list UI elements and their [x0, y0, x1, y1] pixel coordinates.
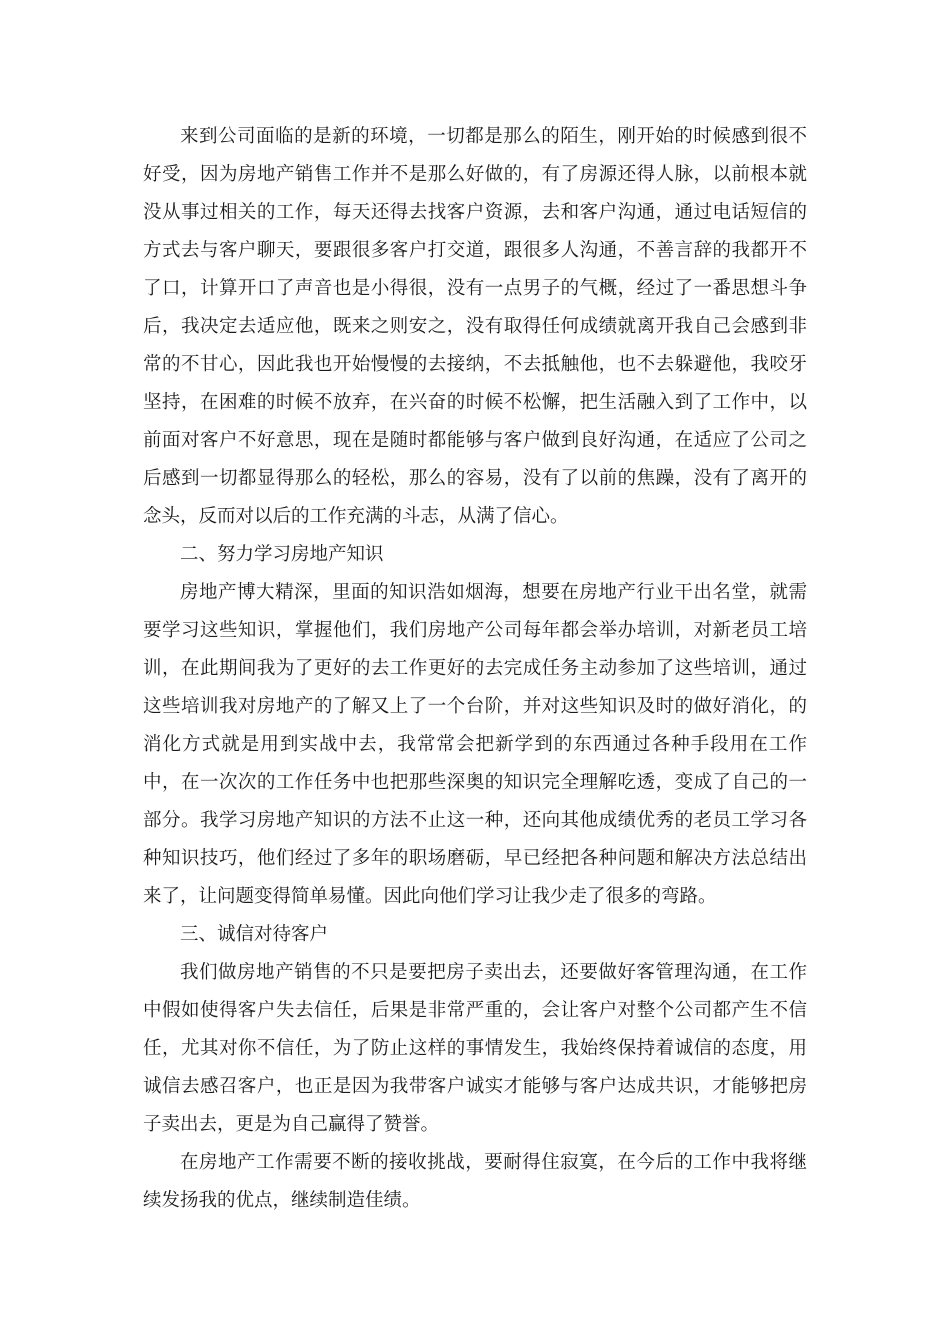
paragraph-honesty: 我们做房地产销售的不只是要把房子卖出去，还要做好客管理沟通，在工作中假如使得客户失去信任，后果是非常严重的，会让客户对整个公司都产生不信任，尤其对你不信任，为了防止这样的事情发生，我始终保持着诚信的态度，用诚信去感召客户，也正是因为我带客户诚实才能够与客户达成共识，才能够把房子卖出去，更是为自己赢得了赞誉。	[143, 962, 807, 1135]
document-page	[143, 118, 807, 1220]
section-heading-honesty: 三、诚信对待客户	[180, 924, 329, 945]
paragraph-learning-knowledge: 房地产博大精深，里面的知识浩如烟海，想要在房地产行业干出名堂，就需要学习这些知识，掌握他们，我们房地产公司每年都会举办培训，对新老员工培训，在此期间我为了更好的去工作更好的去完成任务主动参加了这些培训，通过这些培训我对房地产的了解又上了一个台阶，并对这些知识及时的做好消化，的消化方式就是用到实战中去，我常常会把新学到的东西通过各种手段用在工作中，在一次次的工作任务中也把那些深奥的知识完全理解吃透，变成了自己的一部分。我学习房地产知识的方法不止这一种，还向其他成绩优秀的老员工学习各种知识技巧，他们经过了多年的职场磨砺，早已经把各种问题和解决方法总结出来了，让问题变得简单易懂。因此向他们学习让我少走了很多的弯路。	[143, 582, 807, 907]
section-heading-learning: 二、努力学习房地产知识	[180, 544, 384, 565]
paragraph-conclusion: 在房地产工作需要不断的接收挑战，要耐得住寂寞，在今后的工作中我将继续发扬我的优点，继续制造佳绩。	[143, 1152, 807, 1211]
paragraph-adapting-to-company: 来到公司面临的是新的环境，一切都是那么的陌生，刚开始的时候感到很不好受，因为房地产销售工作并不是那么好做的，有了房源还得人脉，以前根本就没从事过相关的工作，每天还得去找客户资源，去和客户沟通，通过电话短信的方式去与客户聊天，要跟很多客户打交道，跟很多人沟通，不善言辞的我都开不了口，计算开口了声音也是小得很，没有一点男子的气概，经过了一番思想斗争后，我决定去适应他，既来之则安之，没有取得任何成绩就离开我自己会感到非常的不甘心，因此我也开始慢慢的去接纳，不去抵触他，也不去躲避他，我咬牙坚持，在困难的时候不放弃，在兴奋的时候不松懈，把生活融入到了工作中，以前面对客户不好意思，现在是随时都能够与客户做到良好沟通，在适应了公司之后感到一切都显得那么的轻松，那么的容易，没有了以前的焦躁，没有了离开的念头，反而对以后的工作充满的斗志，从满了信心。	[143, 126, 807, 527]
